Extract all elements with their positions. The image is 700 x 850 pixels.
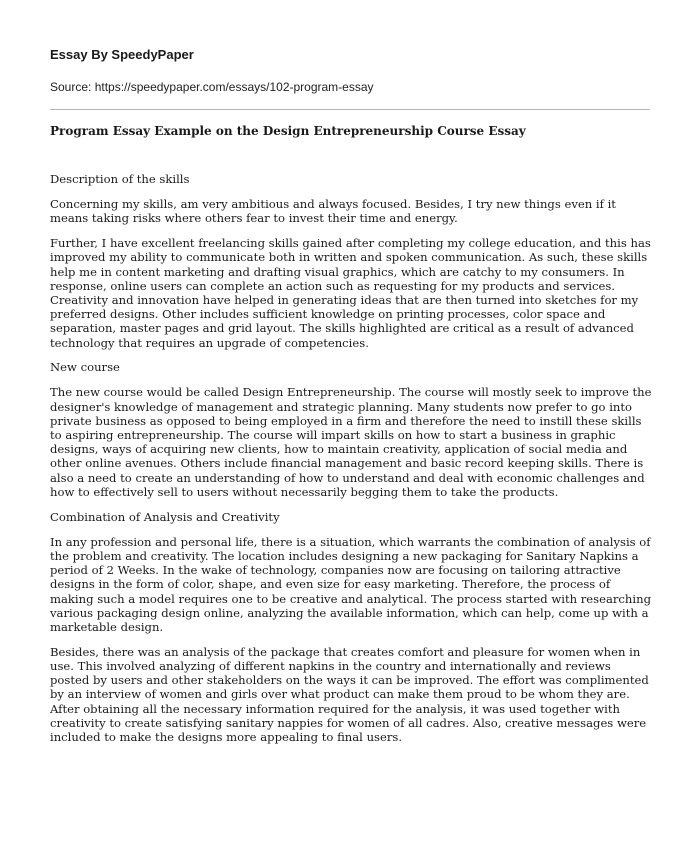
document-header bbox=[50, 47, 650, 95]
section-heading-skills: Description of the skills bbox=[50, 172, 190, 186]
source-url: https://speedypaper.com/essays/102-program-essay bbox=[94, 80, 374, 94]
paragraph: Further, I have excellent freelancing skills gained after completing my college education, and this has improved my ability to communicate both in written and spoken communication. As such, these skills help me in content marketing and drafting visual graphics, which are catchy to my consumers. In response, online users can complete an action such as requesting for my products and services. Creativity and innovation have helped in generating ideas that are then turned into sketches for my preferred designs. Other includes sufficient knowledge on printing processes, color space and separation, master pages and grid layout. The skills highlighted are critical as a result of advanced technology that requires an upgrade of competencies. bbox=[50, 236, 651, 350]
site-title: Essay By SpeedyPaper bbox=[50, 47, 194, 62]
essay-body bbox=[50, 172, 652, 755]
paragraph: The new course would be called Design Entrepreneurship. The course will mostly seek to improve the designer's knowledge of management and strategic planning. Many students now prefer to go into private business as opposed to being employed in a firm and therefore the need to instill these skills to aspiring entrepreneurship. The course will impart skills on how to start a business in graphic designs, ways of acquiring new clients, how to maintain creativity, application of social media and other online avenues. Others include financial management and basic record keeping skills. There is also a need to create an understanding of how to understand and deal with economic challenges and how to effectively sell to users without necessarily begging them to take the products. bbox=[50, 385, 652, 499]
paragraph: Concerning my skills, am very ambitious and always focused. Besides, I try new things even if it means taking risks where others fear to invest their time and energy. bbox=[50, 197, 616, 226]
section-heading-analysis-creativity: Combination of Analysis and Creativity bbox=[50, 509, 280, 524]
essay-title: Program Essay Example on the Design Entrepreneurship Course Essay bbox=[50, 124, 526, 138]
paragraph: Besides, there was an analysis of the package that creates comfort and pleasure for women when in use. This involved analyzing of different napkins in the country and internationally and reviews posted by users and other stakeholders on the ways it can be improved. The effort was complimented by an interview of women and girls over what product can make them proud to be whom they are. After obtaining all the necessary information required for the analysis, it was used together with creativity to create satisfying sanitary nappies for women of all cadres. Also, creative messages were included to make the designs more appealing to final users. bbox=[50, 644, 649, 744]
source-line bbox=[50, 79, 650, 95]
paragraph: In any profession and personal life, there is a situation, which warrants the combination of analysis of the problem and creativity. The location includes designing a new packaging for Sanitary Napkins a period of 2 Weeks. In the wake of technology, companies now are focusing on tailoring attractive designs in the form of color, shape, and even size for easy marketing. Therefore, the process of making such a model requires one to be creative and analytical. The process started with researching various packaging design online, analyzing the available information, which can help, come up with a marketable design. bbox=[50, 534, 651, 634]
source-label: Source: bbox=[50, 80, 95, 94]
section-heading-new-course: New course bbox=[50, 360, 120, 375]
header-divider bbox=[50, 109, 650, 110]
